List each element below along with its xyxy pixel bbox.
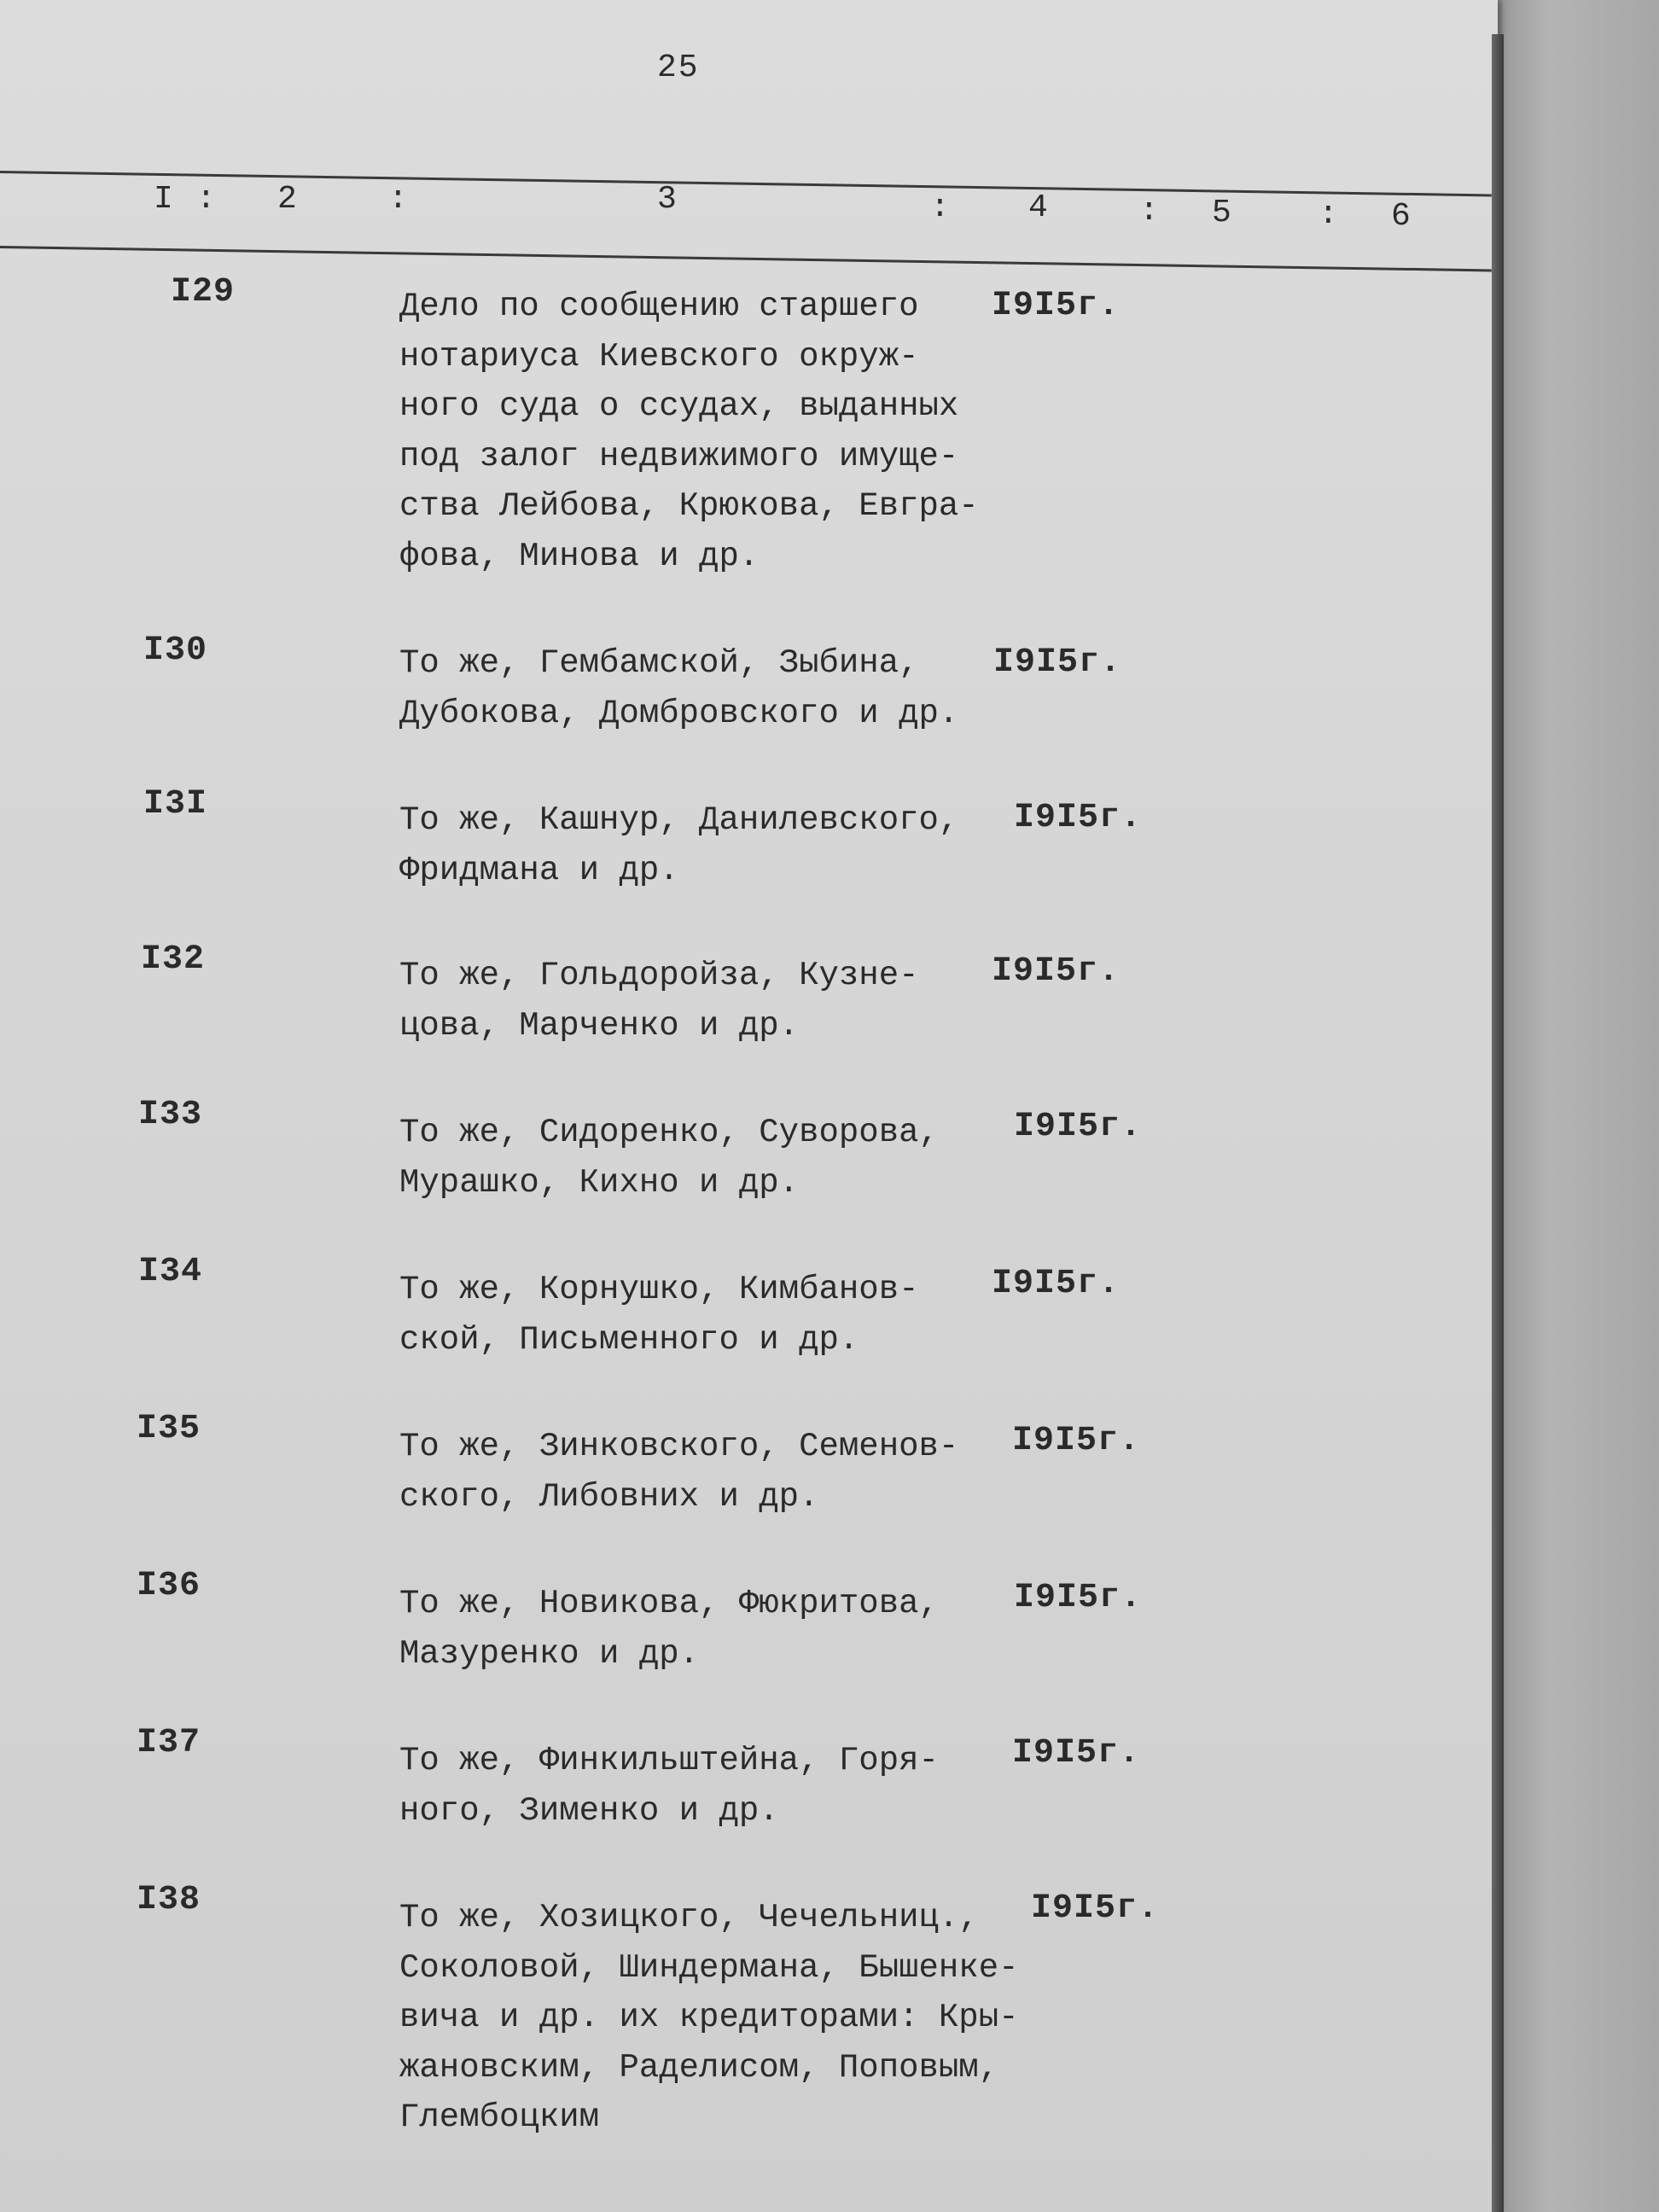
header-separator-2: : [388, 181, 408, 218]
item-year: I9I5г. [1014, 799, 1143, 837]
header-separator-4: : [1139, 193, 1159, 230]
header-separator-3: : [930, 189, 950, 226]
item-number: I36 [137, 1567, 201, 1605]
item-number: I38 [137, 1881, 201, 1919]
page-number: 25 [657, 49, 700, 86]
item-year: I9I5г. [1014, 1108, 1143, 1146]
item-number: I37 [137, 1724, 201, 1762]
item-description: То же, Кашнур, Данилевского, Фридмана и др. [399, 801, 959, 889]
header-separator-1: : [196, 181, 216, 218]
underlying-page [1502, 0, 1659, 2212]
item-description: То же, Сидоренко, Суворова, Мурашко, Кихно и др. [399, 1114, 939, 1202]
item-description: То же, Зинковского, Семенов- ского, Либовних и др. [399, 1428, 959, 1516]
header-col-1: I [154, 181, 173, 218]
item-year: I9I5г. [1012, 1422, 1141, 1460]
item-number: I35 [137, 1410, 201, 1448]
header-col-6: 6 [1391, 198, 1411, 235]
item-number: I3I [143, 785, 208, 824]
item-description: Дело по сообщению старшего нотариуса Киевского окруж- ного суда о ссудах, выданных под залог недвижимого имуще- ства Лейбова, Крюкова, Евгра- фова, Минова и др. [399, 288, 979, 575]
page-edge-shadow [1492, 34, 1504, 2212]
item-number: I33 [138, 1096, 203, 1134]
header-col-4: 4 [1028, 189, 1048, 226]
header-col-3: 3 [657, 181, 677, 218]
item-description: То же, Финкильштейна, Горя- ного, Зименко и др. [399, 1742, 939, 1830]
item-year: I9I5г. [1014, 1579, 1143, 1617]
item-year: I9I5г. [993, 643, 1122, 682]
column-header-row [0, 181, 1492, 235]
item-number: I34 [138, 1253, 203, 1291]
item-description: То же, Корнушко, Кимбанов- ской, Письменного и др. [399, 1271, 919, 1359]
item-description: То же, Новикова, Фюкритова, Мазуренко и др. [399, 1585, 939, 1673]
item-year: I9I5г. [1012, 1734, 1141, 1773]
header-separator-5: : [1318, 196, 1338, 233]
item-number: I32 [141, 940, 206, 979]
header-col-5: 5 [1212, 195, 1231, 231]
item-number: I30 [143, 632, 208, 670]
item-description: То же, Гембамской, Зыбина, Дубокова, Домбровского и др. [399, 644, 959, 732]
header-col-2: 2 [277, 181, 297, 218]
header-bottom-rule [0, 246, 1492, 271]
item-year: I9I5г. [992, 1265, 1121, 1303]
item-year: I9I5г. [992, 952, 1121, 991]
item-year: I9I5г. [992, 287, 1121, 325]
item-description: То же, Хозицкого, Чечельниц., Соколовой, Шиндермана, Бышенке- вича и др. их кредиторами: Кры- жановским, Раделисом, Поповым, Глембоцким [399, 1899, 1019, 2136]
item-description: То же, Гольдоройза, Кузне- цова, Марченко и др. [399, 957, 919, 1045]
item-year: I9I5г. [1031, 1889, 1160, 1928]
item-number: I29 [171, 273, 236, 311]
